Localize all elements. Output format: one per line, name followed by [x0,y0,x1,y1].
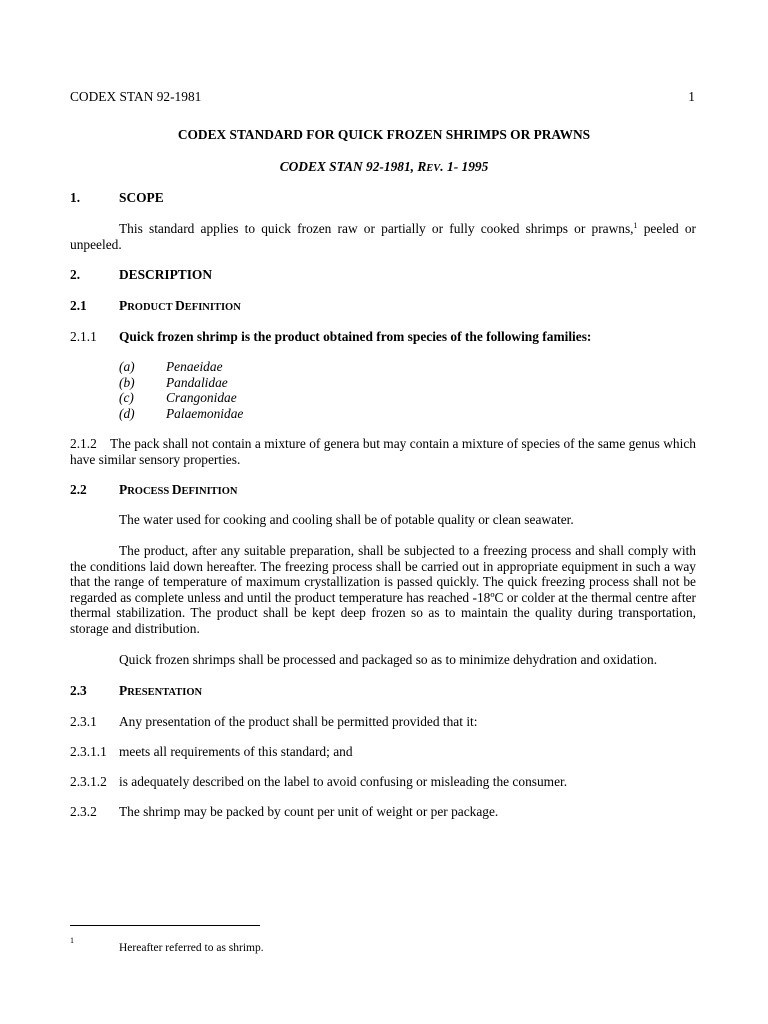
families-list [119,359,243,421]
section-2-3-1-2-number: 2.3.1.2 [70,774,107,789]
subtitle-small-caps: EV [426,163,441,174]
section-2-3-heading [119,683,202,701]
section-2-2-number: 2.2 [70,482,87,497]
sc-rest: EFINITION [181,486,238,497]
section-2-3-1-2-text: is adequately described on the label to avoid confusing or misleading the consumer. [119,774,568,789]
process-paragraph-3: Quick frozen shrimps shall be processed and packaged so as to minimize dehydration and oxidation. [119,652,658,667]
section-2-3-1-number: 2.3.1 [70,714,97,729]
section-2-3-1-1-text: meets all requirements of this standard; and [119,744,353,759]
family-name: Crangonidae [166,390,237,405]
process-paragraph-1: The water used for cooking and cooling shall be of potable quality or clean seawater. [119,512,574,527]
section-2-3-number: 2.3 [70,683,87,698]
list-marker: (a) [119,359,135,374]
list-item [119,359,243,375]
sc-rest: EFINITION [184,302,241,313]
sc-rest: RESENTATION [127,687,203,698]
section-2-3-1-text: Any presentation of the product shall be permitted provided that it: [119,714,478,729]
running-header-doc-ref: CODEX STAN 92-1981 [70,89,202,104]
sc-cap: D [171,482,182,497]
section-2-heading: DESCRIPTION [119,267,213,282]
section-2-2-heading [119,482,238,500]
list-item [119,390,243,406]
scope-text-a: This standard applies to quick frozen raw or partially or fully cooked shrimps or prawns, [119,221,634,236]
section-2-3-2-number: 2.3.2 [70,804,97,819]
scope-text-b: peeled or unpeeled. [70,221,697,252]
sc-cap: D [175,298,185,313]
section-2-1-2-paragraph: 2.1.2 The pack shall not contain a mixture of genera but may contain a mixture of species of the same genus which have similar sensory properties. [70,436,700,467]
list-marker: (d) [119,405,135,421]
scope-paragraph [70,221,696,252]
section-2-1-heading [119,298,241,316]
footnote-reference[interactable]: 1 [633,221,638,230]
sc-cap: P [119,298,128,313]
sc-rest: ROCESS [127,486,172,497]
section-2-1-1-number: 2.1.1 [70,329,97,344]
family-name: Palaemonidae [166,405,244,421]
list-item [119,406,243,422]
page-number: 1 [688,89,695,104]
subtitle-prefix: CODEX STAN 92-1981, R [279,159,427,174]
section-1-heading: SCOPE [119,190,164,205]
list-marker: (b) [119,374,135,390]
section-2-3-2-text: The shrimp may be packed by count per unit of weight or per package. [119,804,499,819]
document-title: CODEX STANDARD FOR QUICK FROZEN SHRIMPS OR PRAWNS [177,127,591,142]
subtitle-suffix: . 1- 1995 [440,159,489,174]
document-subtitle [0,159,768,177]
process-paragraph-2: The product, after any suitable preparation, shall be subjected to a freezing process and shall comply with the conditions laid down hereafter. The freezing process shall be carried out in appropriate equipment in such a way that the range of temperature of maximum crystallization is passed quickly. The quick freezing process shall not be regarded as complete unless and until the product temperature has reached -18ºC or colder at the thermal centre after thermal stabilization. The product shall be kept deep frozen so as to maintain the quality during transportation, storage and distribution. [70,543,696,636]
section-2-3-1-1-number: 2.3.1.1 [70,744,107,759]
section-2-number: 2. [70,267,81,282]
section-1-number: 1. [70,190,81,205]
sc-cap: P [119,482,128,497]
sc-rest: RODUCT [127,302,176,313]
section-2-1-number: 2.1 [70,298,87,313]
family-name: Pandalidae [166,374,228,390]
list-marker: (c) [119,390,134,405]
footnote-mark: 1 [70,936,74,945]
footnote-separator [70,925,260,926]
section-2-1-1-text: Quick frozen shrimp is the product obtained from species of the following families: [119,329,592,344]
family-name: Penaeidae [166,359,223,374]
list-item [119,375,243,391]
sc-cap: P [119,683,128,698]
footnote-text: Hereafter referred to as shrimp. [119,942,264,954]
